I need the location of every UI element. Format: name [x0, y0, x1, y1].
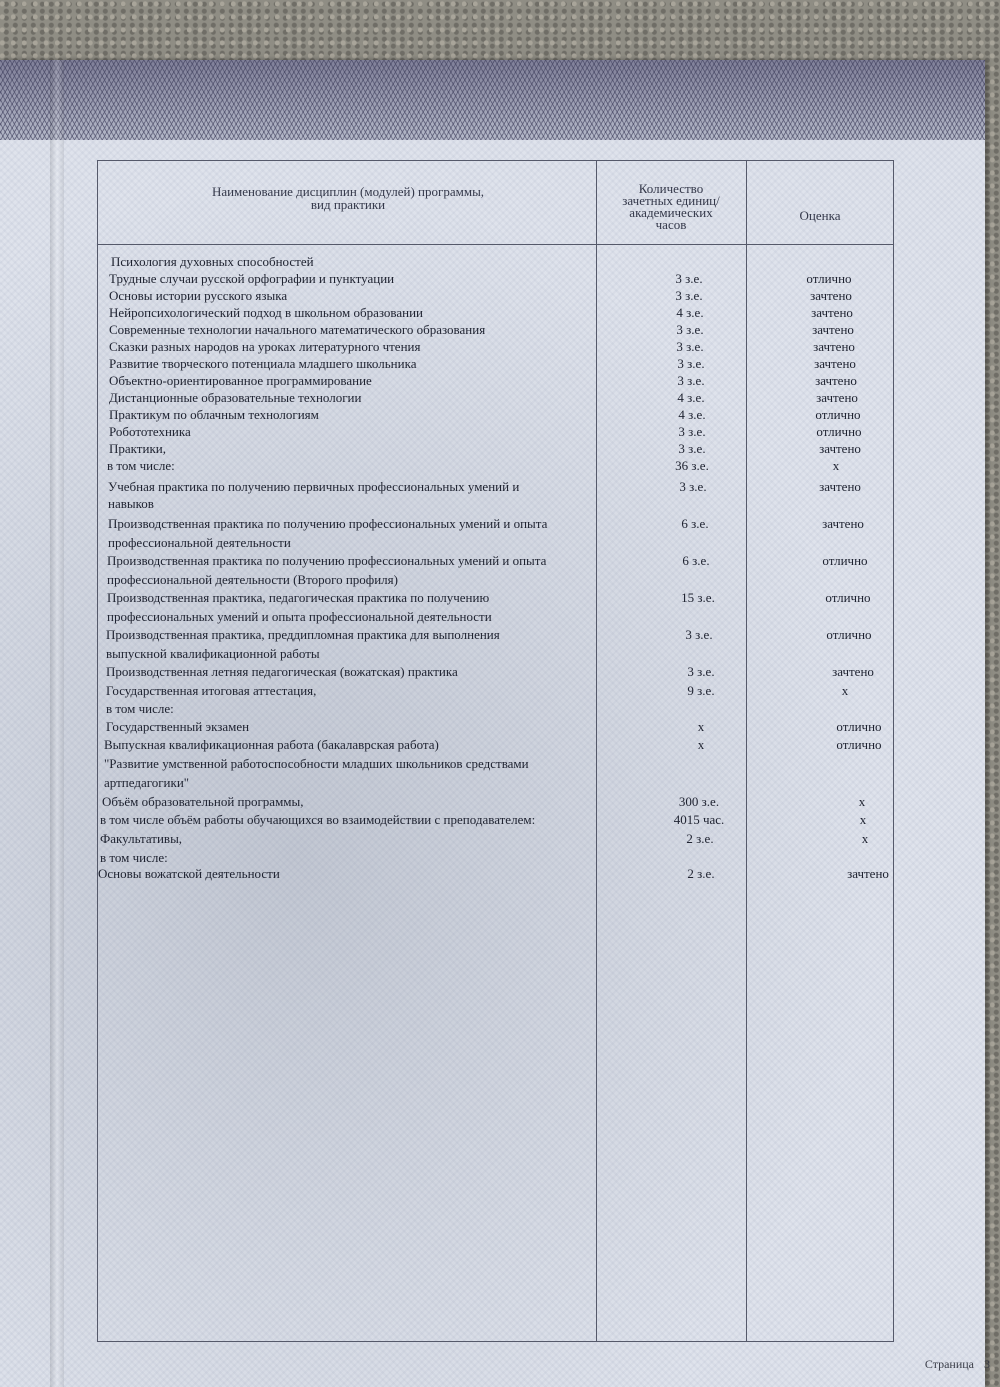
grade-value: зачтено — [819, 479, 861, 494]
credit-amount: 2 з.е. — [687, 866, 715, 881]
credit-amount: 3 з.е. — [685, 627, 713, 642]
discipline-name: Практикум по облачным технологиям — [109, 407, 319, 422]
page-label: Страница — [924, 1357, 974, 1371]
discipline-name: Основы вожатской деятельности — [98, 866, 280, 881]
grade-value: х — [841, 683, 849, 698]
grade-value: зачтено — [847, 866, 889, 881]
column-header-amount-line1: Количество — [638, 181, 704, 196]
credit-amount: 6 з.е. — [682, 553, 710, 568]
credit-amount: 9 з.е. — [687, 683, 715, 698]
column-header-name-line1: Наименование дисциплин (модулей) программы, — [211, 184, 485, 199]
page-footer — [925, 1357, 990, 1372]
discipline-name: в том числе объём работы обучающихся во взаимодействии с преподавателем: — [100, 812, 536, 827]
discipline-name: Дистанционные образовательные технологии — [109, 390, 362, 405]
grade-value: зачтено — [816, 390, 858, 405]
discipline-name: Государственный экзамен — [106, 719, 250, 734]
credit-amount: 6 з.е. — [681, 516, 709, 531]
discipline-name: Выпускная квалификационная работа (бакалаврская работа) — [104, 737, 439, 752]
discipline-name: Производственная практика, педагогическая практика по получению — [107, 590, 490, 605]
grade-value: зачтено — [811, 305, 853, 320]
credit-amount: 3 з.е. — [676, 339, 704, 354]
credit-amount: 3 з.е. — [677, 356, 705, 371]
grade-value: зачтено — [819, 441, 861, 456]
grade-value: х — [858, 794, 866, 809]
column-header-amount-line4: часов — [655, 217, 687, 232]
discipline-name: Учебная практика по получению первичных профессиональных умений и — [108, 479, 520, 494]
discipline-name: профессиональной деятельности (Второго профиля) — [107, 572, 398, 587]
discipline-name: Государственная итоговая аттестация, — [106, 683, 317, 698]
grade-value: зачтено — [832, 664, 874, 679]
column-header-name-line2: вид практики — [310, 197, 386, 212]
grade-value: отлично — [825, 590, 871, 605]
credit-amount: 300 з.е. — [678, 794, 720, 809]
discipline-name: Производственная практика по получению профессиональных умений и опыта — [107, 553, 547, 568]
grade-value: зачтено — [813, 339, 855, 354]
grade-value: х — [861, 831, 869, 846]
discipline-name: Практики, — [109, 441, 166, 456]
grade-value: отлично — [816, 424, 862, 439]
discipline-name: профессиональных умений и опыта профессиональной деятельности — [107, 609, 492, 624]
grade-value: зачтено — [822, 516, 864, 531]
credit-amount: 4 з.е. — [678, 407, 706, 422]
discipline-name: Основы истории русского языка — [109, 288, 288, 303]
credit-amount: 3 з.е. — [678, 441, 706, 456]
discipline-name: выпускной квалификационной работы — [106, 646, 320, 661]
discipline-name: в том числе: — [106, 701, 174, 716]
credit-amount: 3 з.е. — [675, 271, 703, 286]
discipline-name: Объектно-ориентированное программирование — [109, 373, 372, 388]
discipline-name: Трудные случаи русской орфографии и пунктуации — [109, 271, 395, 286]
discipline-name: Объём образовательной программы, — [102, 794, 304, 809]
grade-value: зачтено — [812, 322, 854, 337]
grade-value: х — [859, 812, 867, 827]
page-number: 3 — [984, 1357, 990, 1371]
grade-value: отлично — [836, 719, 882, 734]
discipline-name: Производственная практика по получению профессиональных умений и опыта — [108, 516, 548, 531]
column-header-amount-line3: академических — [629, 205, 713, 220]
credit-amount: х — [697, 719, 705, 734]
grade-value: отлично — [836, 737, 882, 752]
grade-value: отлично — [806, 271, 852, 286]
credit-amount: 3 з.е. — [678, 424, 706, 439]
credit-amount: 3 з.е. — [687, 664, 715, 679]
discipline-name: Производственная летняя педагогическая (вожатская) практика — [106, 664, 458, 679]
grade-value: отлично — [826, 627, 872, 642]
credit-amount: 3 з.е. — [679, 479, 707, 494]
discipline-name: профессиональной деятельности — [108, 535, 291, 550]
grade-value: отлично — [822, 553, 868, 568]
discipline-name: Развитие творческого потенциала младшего школьника — [109, 356, 417, 371]
discipline-name: Современные технологии начального математического образования — [109, 322, 486, 337]
grade-value: зачтено — [814, 356, 856, 371]
credit-amount: х — [697, 737, 705, 752]
discipline-name: в том числе: — [100, 850, 168, 865]
credit-amount: 36 з.е. — [675, 458, 709, 473]
discipline-name: Производственная практика, преддипломная практика для выполнения — [106, 627, 500, 642]
credit-amount: 3 з.е. — [675, 288, 703, 303]
grade-value: х — [832, 458, 840, 473]
credit-amount: 3 з.е. — [676, 322, 704, 337]
discipline-name: Психология духовных способностей — [111, 254, 314, 269]
grade-value: отлично — [815, 407, 861, 422]
discipline-name: Сказки разных народов на уроках литературного чтения — [109, 339, 421, 354]
discipline-name: навыков — [108, 496, 154, 511]
discipline-name: Нейропсихологический подход в школьном образовании — [109, 305, 424, 320]
discipline-name: в том числе: — [107, 458, 175, 473]
credit-amount: 4015 час. — [673, 812, 725, 827]
credit-amount: 3 з.е. — [677, 373, 705, 388]
discipline-name: артпедагогики" — [104, 775, 190, 790]
credit-amount: 2 з.е. — [686, 831, 714, 846]
column-header-amount-line2: зачетных единиц/ — [622, 193, 720, 208]
discipline-name: Робототехника — [109, 424, 191, 439]
grade-value: зачтено — [815, 373, 857, 388]
credit-amount: 4 з.е. — [676, 305, 704, 320]
credit-amount: 4 з.е. — [677, 390, 705, 405]
discipline-name: "Развитие умственной работоспособности младших школьников средствами — [104, 756, 529, 771]
discipline-name: Факультативы, — [100, 831, 183, 846]
credit-amount: 15 з.е. — [681, 590, 715, 605]
grade-value: зачтено — [810, 288, 852, 303]
column-header-grade: Оценка — [799, 208, 841, 223]
